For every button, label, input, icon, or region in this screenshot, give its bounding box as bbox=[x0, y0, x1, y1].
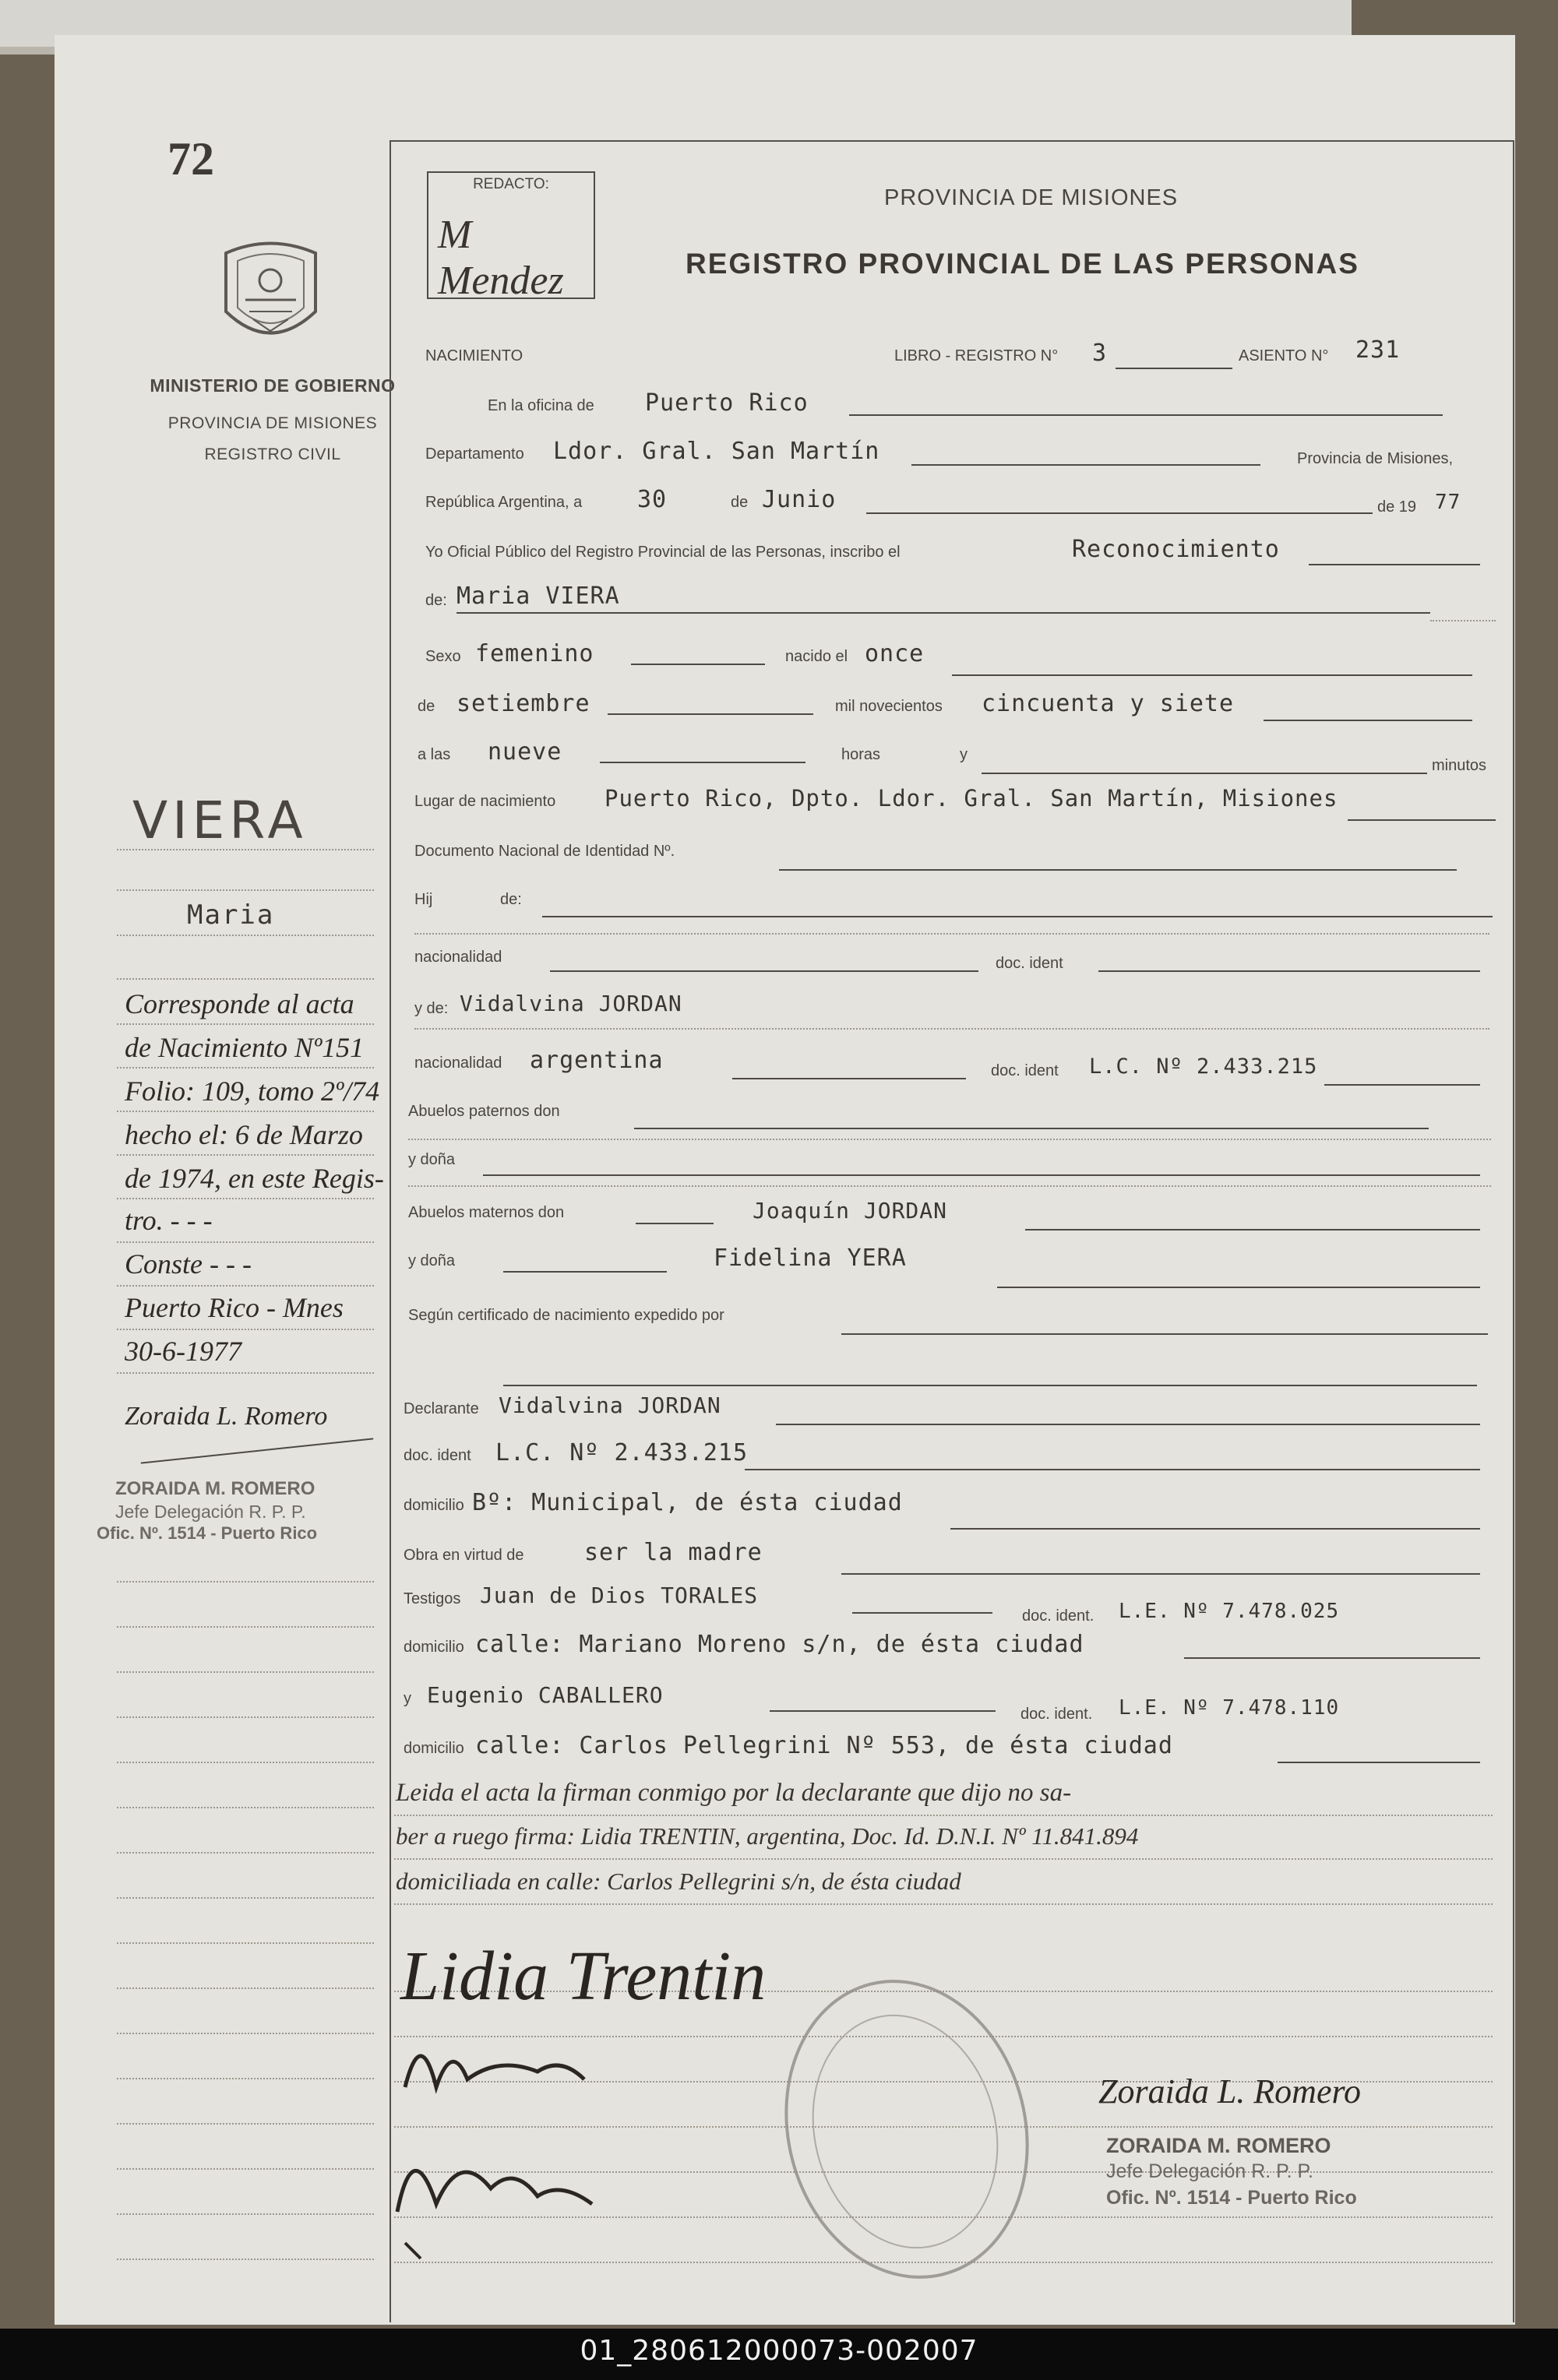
sexo-value: femenino bbox=[475, 640, 594, 667]
abuelos-m-label: Abuelos maternos don bbox=[408, 1204, 565, 1221]
doc-ident3-label: doc. ident bbox=[404, 1447, 471, 1464]
margin-surname: VIERA bbox=[132, 790, 308, 850]
year-label: de 19 bbox=[1377, 498, 1417, 516]
footer-bar bbox=[0, 2329, 1558, 2380]
ministry-title: MINISTERIO DE GOBIERNO bbox=[150, 375, 396, 396]
doc-ident5-label: doc. ident. bbox=[1020, 1706, 1093, 1723]
oficina-label: En la oficina de bbox=[488, 397, 594, 414]
yde-label: y de: bbox=[414, 1000, 449, 1017]
observation-line-1: Leida el acta la firman conmigo por la declarante que dijo no sa- bbox=[396, 1779, 1072, 1807]
departamento-value: Ldor. Gral. San Martín bbox=[553, 438, 880, 465]
act-type-label: NACIMIENTO bbox=[425, 347, 523, 364]
month-value: Junio bbox=[762, 486, 837, 513]
margin-signature: Zoraida L. Romero bbox=[125, 1402, 328, 1431]
testigo2-value: Eugenio CABALLERO bbox=[427, 1682, 664, 1708]
margin-note-line: hecho el: 6 de Marzo bbox=[125, 1119, 363, 1150]
de2-label: de bbox=[418, 698, 435, 715]
sexo-label: Sexo bbox=[425, 648, 461, 665]
domicilio2-label: domicilio bbox=[404, 1639, 464, 1656]
y2-label: y bbox=[404, 1690, 411, 1707]
alas-label: a las bbox=[418, 746, 451, 763]
provincia-label: Provincia de Misiones, bbox=[1297, 450, 1454, 467]
observation-line-3: domiciliada en calle: Carlos Pellegrini s/n, de ésta ciudad bbox=[396, 1868, 961, 1895]
nacionalidad2-label: nacionalidad bbox=[414, 1054, 502, 1072]
margin-note-line: Puerto Rico - Mnes bbox=[125, 1292, 344, 1323]
hij-label: Hij bbox=[414, 891, 433, 908]
domicilio-value: Bº: Municipal, de ésta ciudad bbox=[472, 1489, 903, 1516]
official-stamp-office: Ofic. Nº. 1514 - Puerto Rico bbox=[1106, 2187, 1357, 2209]
mother-doc: L.C. Nº 2.433.215 bbox=[1089, 1054, 1318, 1079]
declarante-label: Declarante bbox=[404, 1400, 479, 1417]
nacido-label: nacido el bbox=[785, 648, 848, 665]
y-label: y bbox=[960, 746, 968, 763]
margin-note-line: Folio: 109, tomo 2º/74 bbox=[125, 1076, 380, 1107]
witness-signature: Lidia Trentin bbox=[400, 1938, 767, 2015]
name-value: Maria VIERA bbox=[456, 583, 620, 610]
declarante-doc: L.C. Nº 2.433.215 bbox=[495, 1439, 749, 1466]
de-label: de bbox=[731, 494, 749, 511]
lugar-label: Lugar de nacimiento bbox=[414, 793, 556, 810]
year-value: 77 bbox=[1435, 491, 1461, 514]
libro-label: LIBRO - REGISTRO N° bbox=[894, 347, 1059, 364]
testigo1-dom: calle: Mariano Moreno s/n, de ésta ciudad bbox=[475, 1631, 1084, 1658]
testigos-label: Testigos bbox=[404, 1590, 461, 1607]
declarante-value: Vidalvina JORDAN bbox=[499, 1392, 721, 1418]
inscribo-value: Reconocimiento bbox=[1072, 536, 1280, 563]
signature-scribble-icon bbox=[382, 2009, 631, 2266]
obra-value: ser la madre bbox=[584, 1539, 763, 1566]
testigo2-doc: L.E. Nº 7.478.110 bbox=[1119, 1696, 1340, 1720]
margin-note-line: de Nacimiento Nº151 bbox=[125, 1032, 365, 1063]
mother-nationality: argentina bbox=[530, 1047, 664, 1074]
hour-value: nueve bbox=[488, 738, 562, 766]
margin-note-line: Corresponde al acta bbox=[125, 988, 354, 1019]
ydona2-label: y doña bbox=[408, 1252, 456, 1269]
margin-stamp-title: Jefe Delegación R. P. P. bbox=[115, 1502, 306, 1522]
de-name-label: de: bbox=[425, 592, 447, 609]
birth-month: setiembre bbox=[456, 690, 590, 717]
horas-label: horas bbox=[841, 746, 881, 763]
nacido-value: once bbox=[865, 640, 925, 667]
footer-image-id: 01_280612000073-002007 bbox=[580, 2335, 978, 2367]
margin-note-line: de 1974, en este Regis- bbox=[125, 1163, 384, 1194]
ministry-office: REGISTRO CIVIL bbox=[204, 445, 341, 463]
redacto-label: REDACTO: bbox=[473, 176, 549, 192]
nacionalidad-label: nacionalidad bbox=[414, 949, 502, 966]
day-value: 30 bbox=[637, 486, 668, 513]
domicilio-label: domicilio bbox=[404, 1497, 464, 1514]
margin-given-name: Maria bbox=[187, 900, 275, 931]
margin-stamp-office: Ofic. Nº. 1514 - Puerto Rico bbox=[97, 1523, 318, 1543]
asiento-label: ASIENTO N° bbox=[1239, 347, 1329, 364]
folio-number: 72 bbox=[167, 133, 214, 185]
birth-year-words: cincuenta y siete bbox=[982, 690, 1235, 717]
margin-note-line: Conste - - - bbox=[125, 1248, 252, 1280]
abuela-m-value: Fidelina YERA bbox=[714, 1245, 907, 1272]
lugar-value: Puerto Rico, Dpto. Ldor. Gral. San Martín, Misiones bbox=[605, 785, 1338, 812]
doc-ident-label: doc. ident bbox=[996, 955, 1063, 972]
ydona-label: y doña bbox=[408, 1151, 456, 1168]
republica-label: República Argentina, a bbox=[425, 494, 583, 511]
doc-ident2-label: doc. ident bbox=[991, 1062, 1059, 1079]
dni-label: Documento Nacional de Identidad Nº. bbox=[414, 843, 675, 860]
mil-label: mil novecientos bbox=[835, 698, 943, 715]
mother-value: Vidalvina JORDAN bbox=[460, 991, 682, 1016]
testigo1-value: Juan de Dios TORALES bbox=[480, 1583, 759, 1608]
margin-stamp-name: ZORAIDA M. ROMERO bbox=[115, 1478, 315, 1499]
official-signature: Zoraida L. Romero bbox=[1098, 2072, 1361, 2111]
official-stamp-title: Jefe Delegación R. P. P. bbox=[1106, 2160, 1313, 2182]
minutos-label: minutos bbox=[1432, 757, 1487, 774]
departamento-label: Departamento bbox=[425, 445, 524, 463]
testigo1-doc: L.E. Nº 7.478.025 bbox=[1119, 1600, 1340, 1623]
asiento-value: 231 bbox=[1355, 336, 1401, 364]
hij-de-label: de: bbox=[500, 891, 522, 908]
oficial-label: Yo Oficial Público del Registro Provincial de las Personas, inscribo el bbox=[425, 544, 901, 561]
obra-label: Obra en virtud de bbox=[404, 1547, 524, 1564]
margin-note-line: 30-6-1977 bbox=[125, 1336, 241, 1367]
official-stamp-name: ZORAIDA M. ROMERO bbox=[1106, 2134, 1331, 2157]
provincial-seal-icon bbox=[218, 238, 323, 354]
abuelos-p-label: Abuelos paternos don bbox=[408, 1103, 560, 1120]
doc-ident4-label: doc. ident. bbox=[1022, 1607, 1094, 1625]
oficina-value: Puerto Rico bbox=[645, 389, 809, 417]
libro-value: 3 bbox=[1092, 340, 1108, 367]
redacto-box bbox=[427, 171, 595, 303]
testigo2-dom: calle: Carlos Pellegrini Nº 553, de ésta ciudad bbox=[475, 1732, 1173, 1759]
ministry-province: PROVINCIA DE MISIONES bbox=[167, 414, 378, 432]
observation-line-2: ber a ruego firma: Lidia TRENTIN, argentina, Doc. Id. D.N.I. Nº 11.841.894 bbox=[396, 1822, 1139, 1850]
domicilio3-label: domicilio bbox=[404, 1740, 464, 1757]
header-registry: REGISTRO PROVINCIAL DE LAS PERSONAS bbox=[686, 248, 1359, 280]
margin-note-line: tro. - - - bbox=[125, 1205, 213, 1236]
header-province: PROVINCIA DE MISIONES bbox=[884, 185, 1179, 210]
redacto-signature: M Mendez bbox=[438, 213, 564, 303]
abuelo-m-value: Joaquín JORDAN bbox=[753, 1198, 948, 1223]
segun-label: Según certificado de nacimiento expedido por bbox=[408, 1307, 724, 1324]
